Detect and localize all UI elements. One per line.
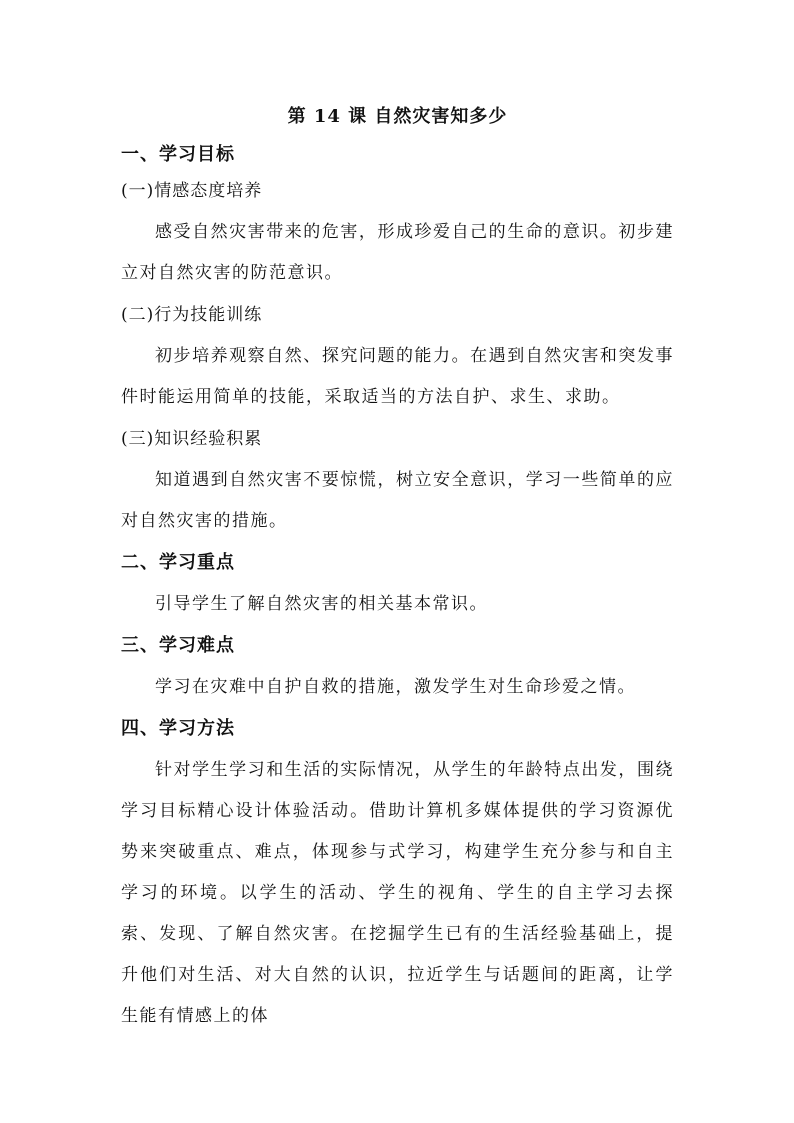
- paragraph-methods: 针对学生学习和生活的实际情况，从学生的年龄特点出发，围绕学习目标精心设计体验活动。借助计算机多媒体提供的学习资源优势来突破重点、难点，体现参与式学习，构建学生充分参与和自主学习的环境。以学生的活动、学生的视角、学生的自主学习去探索、发现、了解自然灾害。在挖掘学生已有的生活经验基础上，提升他们对生活、对大自然的认识，拉近学生与话题间的距离，让学生能有情感上的体: [121, 760, 674, 1026]
- section-heading-difficulties: 三、学习难点: [121, 635, 235, 656]
- paragraph-knowledge: 知道遇到自然灾害不要惊慌，树立安全意识，学习一些简单的应对自然灾害的措施。: [121, 470, 674, 531]
- subheading-emotion: (一)情感态度培养: [121, 181, 263, 201]
- section-heading-objectives: 一、学习目标: [121, 144, 235, 165]
- paragraph-difficulties: 学习在灾难中自护自救的措施，激发学生对生命珍爱之情。: [155, 677, 636, 697]
- section-heading-methods: 四、学习方法: [121, 718, 235, 739]
- subheading-knowledge: (三)知识经验积累: [121, 429, 263, 449]
- paragraph-skills: 初步培养观察自然、探究问题的能力。在遇到自然灾害和突发事件时能运用简单的技能，采取适当的方法自护、求生、求助。: [121, 346, 674, 407]
- paragraph-emotion: 感受自然灾害带来的危害，形成珍爱自己的生命的意识。初步建立对自然灾害的防范意识。: [121, 222, 674, 283]
- lesson-title: 第 14 课 自然灾害知多少: [287, 106, 508, 127]
- paragraph-key-points: 引导学生了解自然灾害的相关基本常识。: [155, 594, 488, 614]
- section-heading-key-points: 二、学习重点: [121, 552, 235, 573]
- subheading-skills: (二)行为技能训练: [121, 305, 263, 325]
